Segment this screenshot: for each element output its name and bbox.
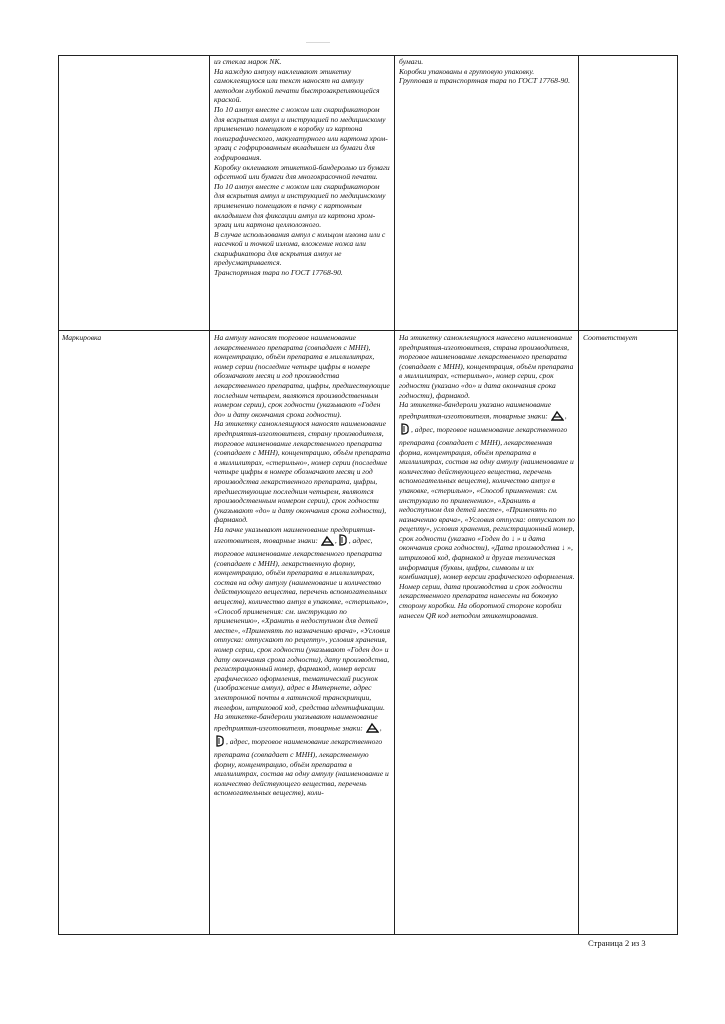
paragraph: На каждую ампулу наклеивают этикетку самоклеящуюся или текст наносят на ампулу методом глубокой печати быстрозакрепляющейся краской. xyxy=(214,66,380,105)
row2-label: Маркировка xyxy=(62,333,102,342)
row2-conformity-status: Соответствует xyxy=(583,333,638,342)
row1-packaging-actual xyxy=(399,57,575,86)
trademark-emblem-icon xyxy=(215,735,225,750)
paragraph-text: На этикетке-бандероли указывают наименование предприятия-изготовителя, товарные знаки: xyxy=(214,712,378,733)
table-border-bottom xyxy=(58,934,678,935)
trademark-logo-icon xyxy=(366,722,379,736)
table-border-right xyxy=(677,55,678,935)
paragraph: На пачке указывают наименование предприятия-изготовителя, товарные знаки: , , адрес, торговое наименование лекарственного препарата (совпадает с МНН), лекарственную форму, концентрацию, объём препарата в миллилитрах, состав на одну ампулу (наименование и количество действующего вещества, перечень вспомогательных веществ), количество ампул в упаковке, «стерильно», «Способ применения: см. инструкцию по применению», «Хранить в недоступном для детей месте», «Применять по назначению врача», «Условия отпуска: отпускают по рецепту», условия хранения, номер серии, срок годности (указывают «Годен до» и дату окончания срока годности), дату производства, регистрационный номер, фармакод, номер версии графического оформления, тематический рисунок (изображение ампул), адрес в Интернете, адрес электронной почты в латинской транскрипции, телефон, штриховой код, средства идентификации. xyxy=(214,524,391,712)
paragraph: из стекла марок NK. xyxy=(214,57,282,66)
paragraph: На этикетку самоклеящуюся наносят наименование предприятия-изготовителя, страну производителя, торговое наименование лекарственного препарата (совпадает с МНН), концентрацию, объём препарата в миллилитрах, «стерильно», номер серии (последние четыре цифры в номере обозначают месяц и год производства лекарственного препарата, цифры, предшествующие последним четырем, являются производственным номером серии), срок годности (указывают «до» и дату окончания срока годности), фармакод. xyxy=(214,419,391,525)
row1-packaging-description xyxy=(214,57,392,329)
paragraph: Коробки упакованы в групповую упаковку. xyxy=(399,66,535,76)
row2-marking-actual xyxy=(399,333,575,733)
table-border-left xyxy=(58,55,59,935)
paragraph: На ампулу наносят торговое наименование лекарственного препарата (совпадает с МНН), концентрацию, объём препарата в миллилитрах, номер серии (последние четыре цифры в номере обозначают месяц и год производства лекарственного препарата, цифры, предшествующие последним четырем, являются производственным номером серии), срок годности (указывают «Годен до» и дату окончания срока годности). xyxy=(214,333,390,419)
paragraph: На этикетке-бандероли указывают наименование предприятия-изготовителя, товарные знаки: ,, адрес, торговое наименование лекарственного препарата (совпадает с МНН), лекарственную форму, концентрацию, объём препарата в миллилитрах, состав на одну ампулу (наименование и количество действующего вещества, перечень вспомогательных веществ), коли- xyxy=(214,712,389,798)
spec-table xyxy=(58,55,678,935)
row2-marking-requirements xyxy=(214,333,392,933)
paragraph: Коробку оклеивают этикеткой-бандеролью из бумаги офсетной или бумаги для многокрасочной печати. xyxy=(214,162,390,182)
trademark-emblem-icon xyxy=(338,534,348,549)
paragraph: На этикетке-бандероли указано наименование предприятия-изготовителя, товарные знаки: ,, адрес, торговое наименование лекарственного препарата (совпадает с МНН), лекарственная форма, концентрация, объём препарата в миллилитрах, состав на одну ампулу (наименование и количество действующего вещества, перечень вспомогательных веществ), количество ампул в упаковке, «стерильно», «Способ применения: см. инструкцию по применению», «Хранить в недоступном для детей месте», «Применять по назначению врача», «Условия отпуска: отпускают по рецепту», условия хранения, регистрационный номер, срок годности (указано «Годен до ↓ » и дата окончания срока годности), «Дата производства ↓ », штриховой код, фармакод и другая техническая информация (буквы, цифры, символы и их комбинация), номер версии графического оформления. Номер серии, дата производства и срок годности лекарственного препарата нанесены на боковую сторону коробки. На оборотной стороне коробки нанесен QR код методом этикетирования. xyxy=(399,400,575,620)
paragraph: Транспортная тара по ГОСТ 17768-90. xyxy=(214,268,343,278)
table-divider-2 xyxy=(394,55,395,935)
row-divider xyxy=(58,330,678,331)
trademark-logo-icon xyxy=(551,410,564,424)
paragraph: бумаги. xyxy=(399,57,424,66)
paragraph-text: На этикетке-бандероли указано наименование предприятия-изготовителя, товарные знаки: xyxy=(399,400,552,421)
paragraph: В случае использования ампул с кольцом излома или с насечкой и точкой излома, вложение ножа или скарификатора для вскрытия ампул не предусматривается. xyxy=(214,229,386,268)
page-number: Страница 2 из 3 xyxy=(588,938,646,948)
table-divider-3 xyxy=(578,55,579,935)
paragraph: По 10 ампул вместе с ножом или скарификатором для вскрытия ампул и инструкцией по медицинскому применению помещают в пачку с картонным вкладышем для фиксации ампул из картона хром-эрзац или картона целлюлозного. xyxy=(214,181,386,230)
table-border-top xyxy=(58,55,678,56)
paragraph: По 10 ампул вместе с ножом или скарификатором для вскрытия ампул и инструкцией по медицинскому применению помещают в коробку из картона полиграфического, макулатурного или картона хром-эрзац с гофрированным вкладышем из бумаги для гофрирования. xyxy=(214,104,388,162)
trademark-emblem-icon xyxy=(400,423,410,438)
paragraph-text: , адрес, торговое наименование лекарственного препарата (совпадает с МНН), лекарственная форма, концентрация, объём препарата в миллилитрах, состав на одну ампулу (наименование и количество действующего вещества, перечень вспомогательных веществ), количество ампул в упаковке, «стерильно», «Способ применения: см. инструкцию по применению», «Хранить в недоступном для детей месте», «Применять по назначению врача», «Условия отпуска: отпускают по рецепту», условия хранения, регистрационный номер, срок годности (указано «Годен до ↓ » и дата окончания срока годности), «Дата производства ↓ », штриховой код, фармакод и другая техническая информация (буквы, цифры, символы и их комбинация), номер версии графического оформления. Номер серии, дата производства и срок годности лекарственного препарата нанесены на боковую сторону коробки. На оборотной стороне коробки нанесен QR код методом этикетирования. xyxy=(399,425,575,620)
paragraph-text: На пачке указывают наименование предприятия-изготовителя, товарные знаки: xyxy=(214,524,376,546)
paragraph-text: , адрес, торговое наименование лекарственного препарата (совпадает с МНН), лекарственную форму, концентрацию, объём препарата в миллилитрах, состав на одну ампулу (наименование и количество действующего вещества, перечень вспомогательных веществ), количество ампул в упаковке, «стерильно», «Способ применения: см. инструкцию по применению», «Хранить в недоступном для детей месте», «Применять по назначению врача», «Условия отпуска: отпускают по рецепту», условия хранения, номер серии, срок годности (указывают «Годен до» и дату окончания срока годности), дату производства, регистрационный номер, фармакод, номер версии графического оформления, тематический рисунок (изображение ампул), адрес в Интернете, адрес электронной почты в латинской транскрипции, телефон, штриховой код, средства идентификации. xyxy=(214,536,391,712)
table-divider-1 xyxy=(209,55,210,935)
paragraph: Групповая и транспортная тара по ГОСТ 17768-90. xyxy=(399,76,570,86)
trademark-logo-icon xyxy=(321,535,334,549)
paragraph-text: , адрес, торговое наименование лекарственного препарата (совпадает с МНН), лекарственную форму, концентрацию, объём препарата в миллилитрах, состав на одну ампулу (наименование и количество действующего вещества, перечень вспомогательных веществ), коли- xyxy=(214,737,389,798)
paragraph: На этикетку самоклеящуюся нанесено наименование предприятия-изготовителя, страна производителя, торговое наименование лекарственного препарата (совпадает с МНН), концентрация, объём препарата в миллилитрах, «стерильно», номер серии, срок годности (указано «до» и дата окончания срока годности), фармакод. xyxy=(399,333,574,400)
scan-mark xyxy=(306,42,330,43)
